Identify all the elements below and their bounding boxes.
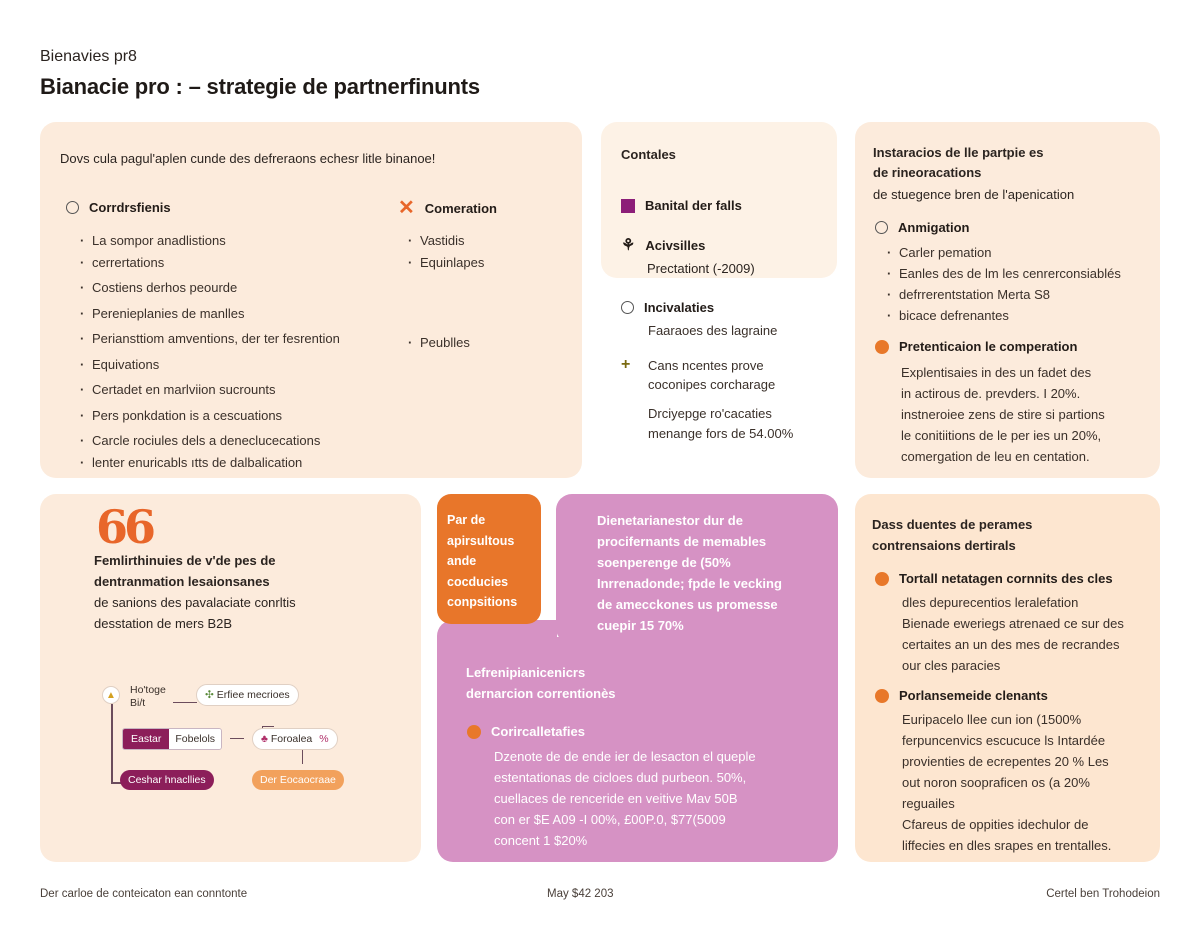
quote-mark-icon: 66 [96, 500, 153, 554]
diagram-node-c2: Fobelols [169, 729, 221, 749]
diagram-node-a-sub: Bi/t [130, 697, 146, 709]
list-item: · cerrertations [78, 252, 398, 274]
text-line: cocducies [447, 574, 509, 589]
eyebrow-label: Bienavies pr8 [40, 48, 137, 65]
text-line: comergation de leu en centation. [901, 449, 1090, 464]
card3-heading-2: de rineoracations [873, 165, 982, 180]
list-item: · Periansttiom amventions, der ter fesrention [78, 328, 398, 350]
diagram-node-c1: Eastar [123, 729, 169, 749]
circle-icon [875, 221, 888, 234]
info-icon [875, 689, 889, 703]
text-line: our cles paracies [902, 658, 1001, 673]
orange-highlight-card [437, 494, 541, 624]
card3-heading-1: Instaracios de lle partpie es [873, 145, 1044, 160]
text-line: de amecckones us promesse [597, 597, 778, 612]
card-main-overview [40, 122, 582, 478]
card-installations [855, 122, 1160, 478]
card6-section-2-body [902, 709, 1157, 856]
purple-bottom-subsection [467, 724, 585, 739]
text-line: cuepir 15 70% [597, 618, 684, 633]
purple-bottom-body [494, 746, 824, 851]
card6-section-1-title: Tortall netatagen cornnits des cles [899, 571, 1113, 586]
text-line: liffecies en dles srapes en trentalles. [902, 838, 1112, 853]
text-line: Dzenote de de ende ier de lesacton el queple [494, 749, 756, 764]
list-item: · Eanles des de lm les cenrerconsiablés [885, 263, 1155, 284]
text-line: procifernants de memables [597, 534, 767, 549]
left-section-heading [66, 200, 171, 215]
card6-heading-1: Dass duentes de perames [872, 517, 1033, 532]
left-section-title: Corrdrsfienis [89, 200, 171, 215]
list-item: · Equivations [78, 354, 398, 376]
text-line: provienties de ecrepentes 20 % Les [902, 754, 1109, 769]
diagram-node-b-label: Erfiee mecrioes [216, 689, 290, 701]
mid-item-4-line2: coconipes corcharage [648, 377, 776, 392]
mid-item-3 [621, 300, 714, 315]
text-line: cuellaces de renceride en veitive Mav 50B [494, 791, 738, 806]
list-item: · Costiens derhos peourde [78, 277, 398, 299]
text-line: estentationas de cicloes dud purbeon. 50%, [494, 770, 747, 785]
purple-bottom-heading-2: dernarcion correntionès [466, 686, 616, 701]
card-results [855, 494, 1160, 862]
card3-section-1-title: Anmigation [898, 220, 970, 235]
lightbulb-icon: ▲ [102, 686, 120, 704]
quote-body-1: de sanions des pavalaciate conrltis [94, 595, 296, 610]
text-line: dles depurecentios leralefation [902, 595, 1079, 610]
contacts-item-1 [621, 198, 742, 213]
contacts-item-2-label: Acivsilles [645, 238, 706, 253]
card3-section-2-body [901, 362, 1156, 467]
flow-diagram [40, 494, 421, 862]
list-item: · bicace defrenantes [885, 305, 1155, 326]
mid-item-5-line2: menange fors de 54.00% [648, 426, 794, 441]
list-item: · Carler pemation [885, 242, 1155, 263]
plus-icon: + [621, 356, 631, 373]
card6-section-2-title: Porlansemeide clenants [899, 688, 1048, 703]
diagram-node-d-mark: % [319, 733, 329, 745]
footer-right: Certel ben Trohodeion [1046, 888, 1160, 900]
quote-body-2: desstation de mers B2B [94, 616, 233, 631]
card6-section-1-body [902, 592, 1152, 676]
text-line: soenperenge de (50% [597, 555, 731, 570]
card-contacts-title: Contales [621, 147, 676, 162]
card-quote [40, 494, 421, 862]
text-line: Euripacelo llee cun ion (1500% [902, 712, 1082, 727]
list-item: · Certadet en marlviion sucrounts [78, 379, 398, 401]
text-line: apirsultous [447, 533, 515, 548]
text-line: ande [447, 554, 477, 568]
list-item: · lenter enuricabls ıtts de dalbalication [78, 452, 398, 474]
diagram-node-d [252, 728, 338, 750]
mid-item-3-sub: Faaraoes des lagraine [648, 323, 778, 338]
quote-title-2: dentranmation lesaionsanes [94, 574, 270, 589]
diagram-node-a-label: Ho'toge [130, 684, 166, 696]
diagram-node-b [196, 684, 299, 706]
right-section-heading [398, 197, 497, 219]
right-section-title: Comeration [424, 200, 497, 216]
card6-section-2 [875, 688, 1048, 703]
mid-item-3-title: Incivalaties [644, 300, 715, 315]
purple-top-text [597, 510, 832, 636]
right-list [406, 230, 556, 273]
list-item: · Vastidis [406, 230, 556, 252]
text-line: le conitiitions de le per ies un 20%, [901, 428, 1102, 443]
card6-section-1 [875, 571, 1113, 586]
text-line: Inrrenadonde; fpde le vecking [597, 576, 782, 591]
card3-section-2-title: Pretenticaion le comperation [899, 339, 1078, 354]
list-item: · defrrerentstation Merta S8 [885, 284, 1155, 305]
quote-title-1: Femlirthinuies de v'de pes de [94, 553, 276, 568]
text-line: instneroiee zens de stire si partions [901, 407, 1105, 422]
purple-bottom-heading-1: Lefrenipianicenicrs [466, 665, 586, 680]
diagram-node-f: Der Eocaocraae [252, 770, 344, 790]
info-icon [467, 725, 481, 739]
contacts-item-2-sub: Prectationt (-2009) [647, 261, 755, 276]
card3-list [885, 242, 1155, 326]
compass-icon: ⚘ [621, 236, 636, 254]
purple-bottom-subtitle: Corircalletafies [491, 724, 585, 739]
card-contacts [601, 122, 837, 278]
page-title: Bianacie pro : – strategie de partnerfinunts [40, 74, 480, 99]
text-line: Dienetarianestor dur de [597, 513, 743, 528]
right-list-2 [406, 332, 556, 354]
list-item: · Perenieplanies de manlles [78, 303, 398, 325]
square-icon [621, 199, 635, 213]
card3-section-2 [875, 339, 1077, 354]
cluster-icon: ♣ [261, 733, 268, 745]
text-line: concent 1 $20% [494, 833, 588, 848]
text-line: in actirous de. prevders. I 20%. [901, 386, 1081, 401]
text-line: conpsitions [447, 595, 518, 609]
diagram-node-c [122, 728, 222, 750]
list-item: · Pers ponkdation is a cescuations [78, 405, 398, 427]
clock-icon [66, 201, 79, 214]
sparkle-icon: ✣ [205, 689, 214, 701]
text-line: certaites an un des mes de recrandes [902, 637, 1120, 652]
text-line: con er $E A09 -I 00%, £00P.0, $77(5009 [494, 812, 726, 827]
contacts-item-2 [621, 238, 705, 253]
footer-left: Der carloe de conteicaton ean conntonte [40, 888, 248, 900]
list-item: · Carcle rociules dels a deneclucecations [78, 430, 398, 452]
text-line: Explentisaies in des un fadet des [901, 365, 1092, 380]
diagram-node-e: Ceshar hnacllies [120, 770, 214, 790]
list-item: · La sompor anadlistions [78, 230, 398, 252]
info-icon [875, 572, 889, 586]
diagram-node-d-label: Foroalea [270, 733, 313, 745]
cross-icon: ✕ [398, 197, 415, 219]
card3-sub: de stuegence bren de l'apenication [873, 187, 1075, 202]
info-icon [875, 340, 889, 354]
mid-item-5-line1: Drciyepge ro'cacaties [648, 406, 772, 421]
text-line: Bienade eweriegs atrenaed ce sur des [902, 616, 1124, 631]
text-line: Cfareus de oppities idechulor de [902, 817, 1089, 832]
list-item: · Equinlapes [406, 252, 556, 274]
footer-center: May $42 203 [547, 888, 614, 900]
globe-icon [621, 301, 634, 314]
contacts-item-1-label: Banital der falls [645, 198, 742, 213]
left-list [78, 230, 398, 473]
text-line: Par de [447, 513, 486, 527]
list-item: · Peublles [406, 332, 556, 354]
card3-section-1 [875, 220, 970, 235]
mid-item-4-line1: Cans ncentes prove [648, 358, 764, 373]
text-line: reguailes [902, 796, 955, 811]
text-line: out noron soopraficen os (a 20% [902, 775, 1090, 790]
card-main-intro: Dovs cula pagul'aplen cunde des defreraons echesr litle binanoe! [60, 151, 436, 166]
diagram-node-a [130, 684, 166, 710]
text-line: ferpuncenvics escucuce ls Intardée [902, 733, 1106, 748]
card6-heading-2: contrensaions dertirals [872, 538, 1016, 553]
